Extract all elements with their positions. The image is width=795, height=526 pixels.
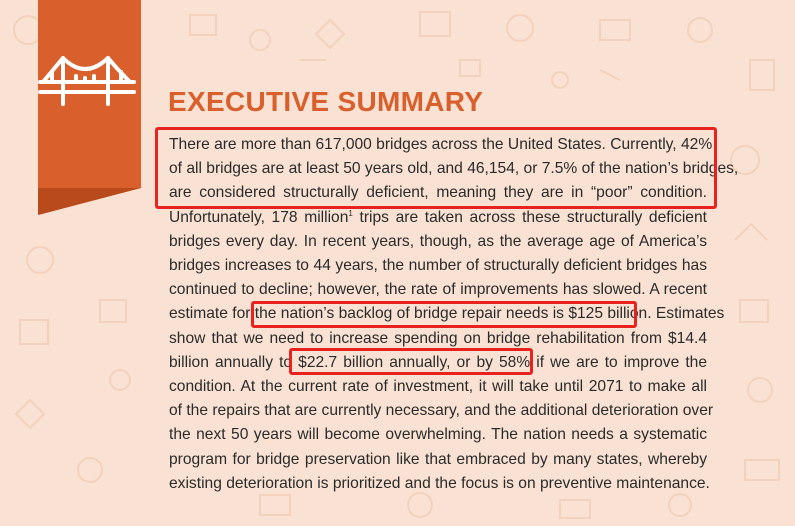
- paragraph-line: condition. At the current rate of investment, it will take until 2071 to make all: [169, 378, 707, 396]
- highlight-box-intro: [155, 127, 739, 209]
- paragraph-line: are considered structurally deficient, meaning they are in “poor” condition.: [169, 184, 707, 202]
- paragraph-line: billion annually to $22.7 billion annually, or by 58% if we are to improve the: [169, 353, 707, 371]
- paragraph-line: of all bridges are at least 50 years old, and 46,154, or 7.5% of the nation’s bridges,: [169, 160, 739, 178]
- paragraph-text: trips are taken across these structurally deficient: [352, 208, 707, 226]
- paragraph-line: There are more than 617,000 bridges across the United States. Currently, 42%: [169, 136, 713, 153]
- paragraph-line: of the repairs that are currently necessary, and the additional deterioration over: [169, 402, 714, 420]
- section-ribbon: [38, 0, 141, 215]
- paragraph-line: program for bridge preservation like that embraced by many states, whereby: [169, 450, 707, 468]
- paragraph-line: [169, 206, 707, 230]
- page-title: EXECUTIVE SUMMARY: [168, 86, 484, 117]
- paragraph-line: estimate for the nation’s backlog of bridge repair needs is $125 billion. Estimates: [169, 305, 725, 323]
- paragraph-line: bridges every day. In recent years, though, as the average age of America’s: [169, 232, 707, 250]
- paragraph-text: Unfortunately, 178 million: [169, 208, 349, 226]
- paragraph-line: the next 50 years will become overwhelming. The nation needs a systematic: [169, 426, 707, 444]
- paragraph-line: continued to decline; however, the rate of improvements has slowed. A recent: [169, 281, 707, 299]
- highlight-box-backlog: [251, 301, 637, 328]
- paragraph-line: existing deterioration is prioritized and the focus is on preventive maintenance.: [169, 474, 710, 492]
- paragraph-line: bridges increases to 44 years, the number of structurally deficient bridges has: [169, 257, 707, 275]
- footnote-marker: 1: [348, 208, 353, 218]
- highlight-box-spending: [289, 348, 533, 375]
- paragraph-line: show that we need to increase spending on bridge rehabilitation from $14.4: [169, 329, 707, 347]
